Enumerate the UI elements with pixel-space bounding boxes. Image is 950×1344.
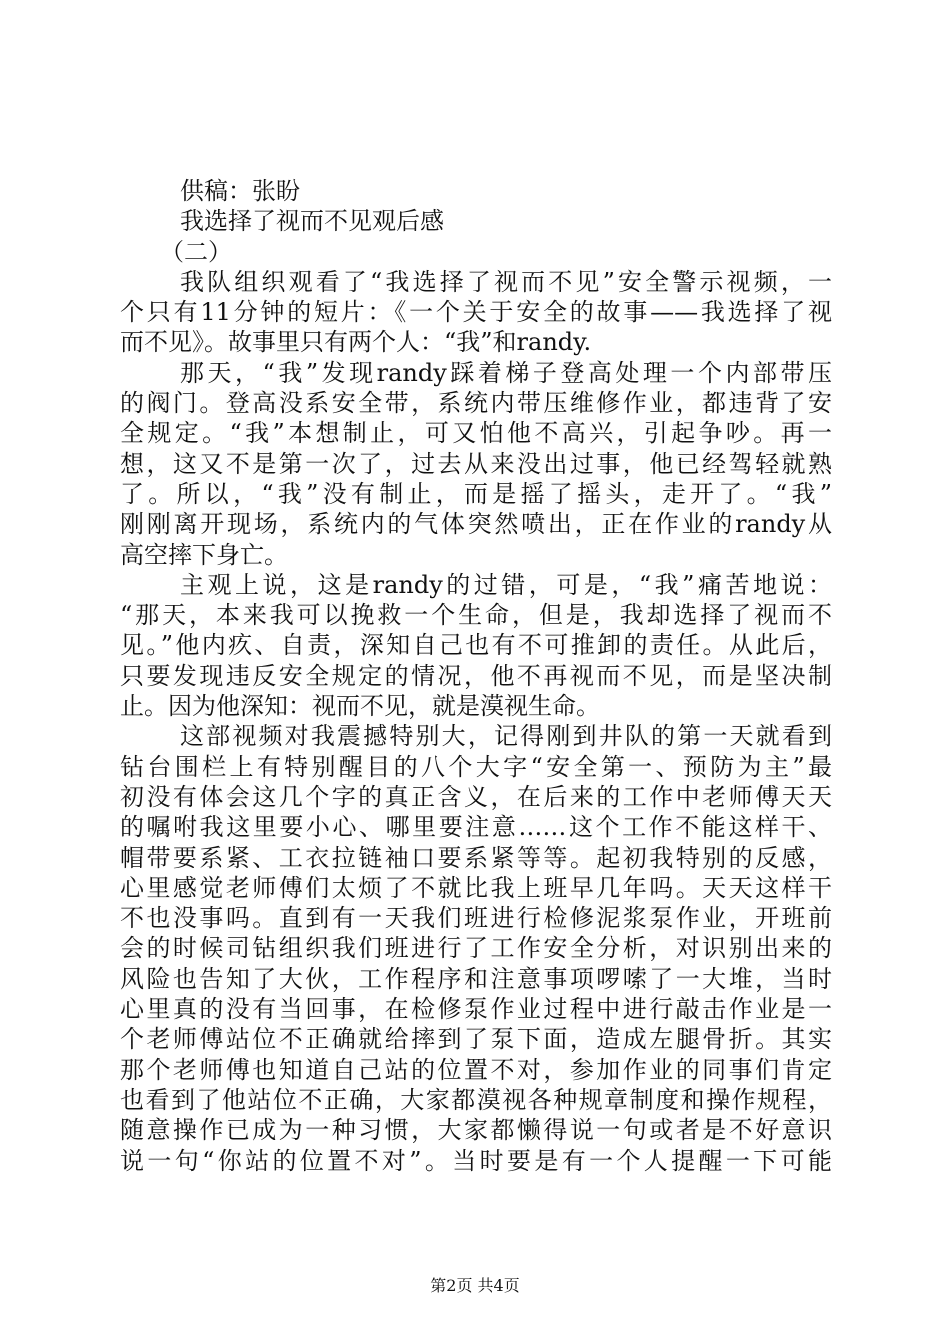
text-line: 主观上说，这是randy的过错，可是，“我”痛苦地说： bbox=[180, 570, 832, 599]
text-line: 我队组织观看了“我选择了视而不见”安全警示视频，一 bbox=[180, 267, 832, 296]
text-line: 而不见》。故事里只有两个人：“我”和randy. bbox=[120, 328, 592, 357]
text-line: 心里感觉老师傅们太烦了不就比我上班早几年吗。天天这样干 bbox=[120, 873, 832, 902]
text-line: 不也没事吗。直到有一天我们班进行检修泥浆泵作业，开班前 bbox=[120, 904, 832, 933]
document-body bbox=[120, 176, 832, 1176]
text-line: 随意操作已成为一种习惯，大家都懒得说一句或者是不好意识 bbox=[120, 1116, 832, 1145]
text-line: 个老师傅站位不正确就给摔到了泵下面，造成左腿骨折。其实 bbox=[120, 1025, 832, 1054]
text-line: （二） bbox=[160, 237, 232, 266]
text-line: 也看到了他站位不正确，大家都漠视各种规章制度和操作规程， bbox=[120, 1085, 832, 1114]
text-line: 供稿：张盼 bbox=[180, 177, 300, 205]
text-line: 了。所以，“我”没有制止，而是摇了摇头，走开了。“我” bbox=[120, 479, 832, 508]
text-line: 的嘱咐我这里要小心、哪里要注意……这个工作不能这样干、 bbox=[120, 813, 832, 842]
text-line: 想，这又不是第一次了，过去从来没出过事，他已经驾轻就熟 bbox=[120, 449, 832, 478]
text-line: 会的时候司钻组织我们班进行了工作安全分析，对识别出来的 bbox=[120, 934, 832, 963]
text-line: 钻台围栏上有特别醒目的八个大字“安全第一、预防为主”最 bbox=[120, 752, 832, 781]
text-line: 初没有体会这几个字的真正含义，在后来的工作中老师傅天天 bbox=[120, 782, 832, 811]
text-line: 只要发现违反安全规定的情况，他不再视而不见，而是坚决制 bbox=[120, 661, 832, 690]
text-line: 个只有11分钟的短片：《一个关于安全的故事——我选择了视 bbox=[120, 298, 832, 327]
text-line: “那天，本来我可以挽救一个生命，但是，我却选择了视而不 bbox=[120, 601, 832, 630]
text-line: 风险也告知了大伙，工作程序和注意事项啰嗦了一大堆，当时 bbox=[120, 964, 832, 993]
text-line: 刚刚离开现场，系统内的气体突然喷出，正在作业的randy从 bbox=[120, 510, 832, 539]
text-line: 我选择了视而不见观后感 bbox=[180, 207, 444, 236]
text-line: 高空摔下身亡。 bbox=[120, 540, 288, 569]
text-line: 心里真的没有当回事，在检修泵作业过程中进行敲击作业是一 bbox=[120, 995, 832, 1024]
text-line: 说一句“你站的位置不对”。当时要是有一个人提醒一下可能 bbox=[120, 1146, 832, 1175]
text-line: 那个老师傅也知道自己站的位置不对，参加作业的同事们肯定 bbox=[120, 1055, 832, 1084]
text-line: 帽带要系紧、工衣拉链袖口要系紧等等。起初我特别的反感， bbox=[120, 843, 832, 872]
text-line: 的阀门。登高没系安全带，系统内带压维修作业，都违背了安 bbox=[120, 389, 832, 418]
text-line: 这部视频对我震撼特别大，记得刚到井队的第一天就看到 bbox=[180, 722, 832, 751]
page-number: 第2页 共4页 bbox=[430, 1276, 520, 1295]
text-line: 全规定。“我”本想制止，可又怕他不高兴，引起争吵。再一 bbox=[120, 419, 832, 448]
text-line: 那天，“我”发现randy踩着梯子登高处理一个内部带压 bbox=[180, 358, 832, 387]
text-line: 见。”他内疚、自责，深知自己也有不可推卸的责任。从此后， bbox=[120, 631, 832, 660]
text-line: 止。因为他深知：视而不见，就是漠视生命。 bbox=[120, 692, 600, 721]
